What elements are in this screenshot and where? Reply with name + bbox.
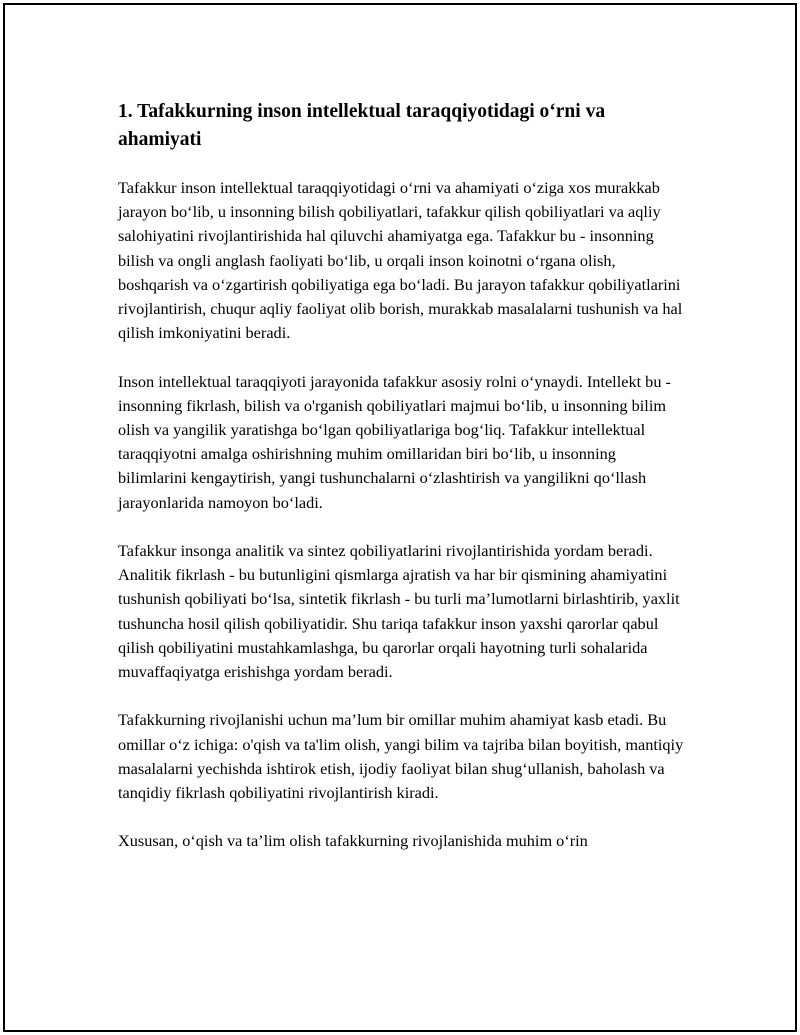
paragraph-4: Tafakkurning rivojlanishi uchun ma’lum bir omillar muhim ahamiyat kasb etadi. Bu omillar o‘z ichiga: o'qish va ta'lim olish, yangi bilim va tajriba bilan boyitish, mantiqiy masalalarni yechishda ishtirok etish, ijodiy faoliyat bilan shug‘ullanish, baholash va tanqidiy fikrlash qobiliyatini rivojlantirish kiradi. — [118, 710, 684, 803]
paragraph-1: Tafakkur inson intellektual taraqqiyotidagi o‘rni va ahamiyati o‘ziga xos murakkab jarayon bo‘lib, u insonning bilish qobiliyatlari, tafakkur qilish qobiliyatlari va aqliy salohiyatini rivojlantirishida hal qiluvchi ahamiyatga ega. Tafakkur bu - insonning bilish va ongli anglash faoliyati bo‘lib, u orqali inson koinotni o‘rgana olish, boshqarish va o‘zgartirish qobiliyatiga ega bo‘ladi. Bu jarayon tafakkur qobiliyatlarini rivojlantirish, chuqur aqliy faoliyat olib borish, murakkab masalalarni tushunish va hal qilish imkoniyatini beradi. — [118, 178, 683, 343]
paragraph-2: Inson intellektual taraqqiyoti jarayonida tafakkur asosiy rolni o‘ynaydi. Intellekt bu - insonning fikrlash, bilish va o'rganish qobiliyatlari majmui bo‘lib, u insonning bilim olish va yangilik yaratishga bo‘lgan qobiliyatlariga bog‘liq. Tafakkur intellektual taraqqiyotni amalga oshirishning muhim omillaridan biri bo‘lib, u insonning bilimlarini kengaytirish, yangi tushunchalarni o‘zlashtirish va yangilikni qo‘llash jarayonlarida namoyon bo‘ladi. — [118, 371, 671, 512]
paragraph-5: Xususan, o‘qish va ta’lim olish tafakkurning rivojlanishida muhim o‘rin — [118, 831, 588, 851]
document-title: 1. Tafakkurning inson intellektual taraqqiyotidagi o‘rni va ahamiyati — [118, 101, 606, 150]
document-body — [118, 98, 686, 878]
page-frame — [3, 3, 797, 1032]
paragraph-3: Tafakkur insonga analitik va sintez qobiliyatlarini rivojlantirishida yordam beradi. Analitik fikrlash - bu butunligini qismlarga ajratish va har bir qismining ahamiyatini tushunish qobiliyati bo‘lsa, sintetik fikrlash - bu turli ma’lumotlarni birlashtirib, yaxlit tushuncha hosil qilish qobiliyatidir. Shu tariqa tafakkur inson yaxshi qarorlar qabul qilish qobiliyatini mustahkamlashga, bu qarorlar orqali hayotning turli sohalarida muvaffaqiyatga erishishga yordam beradi. — [118, 541, 680, 682]
